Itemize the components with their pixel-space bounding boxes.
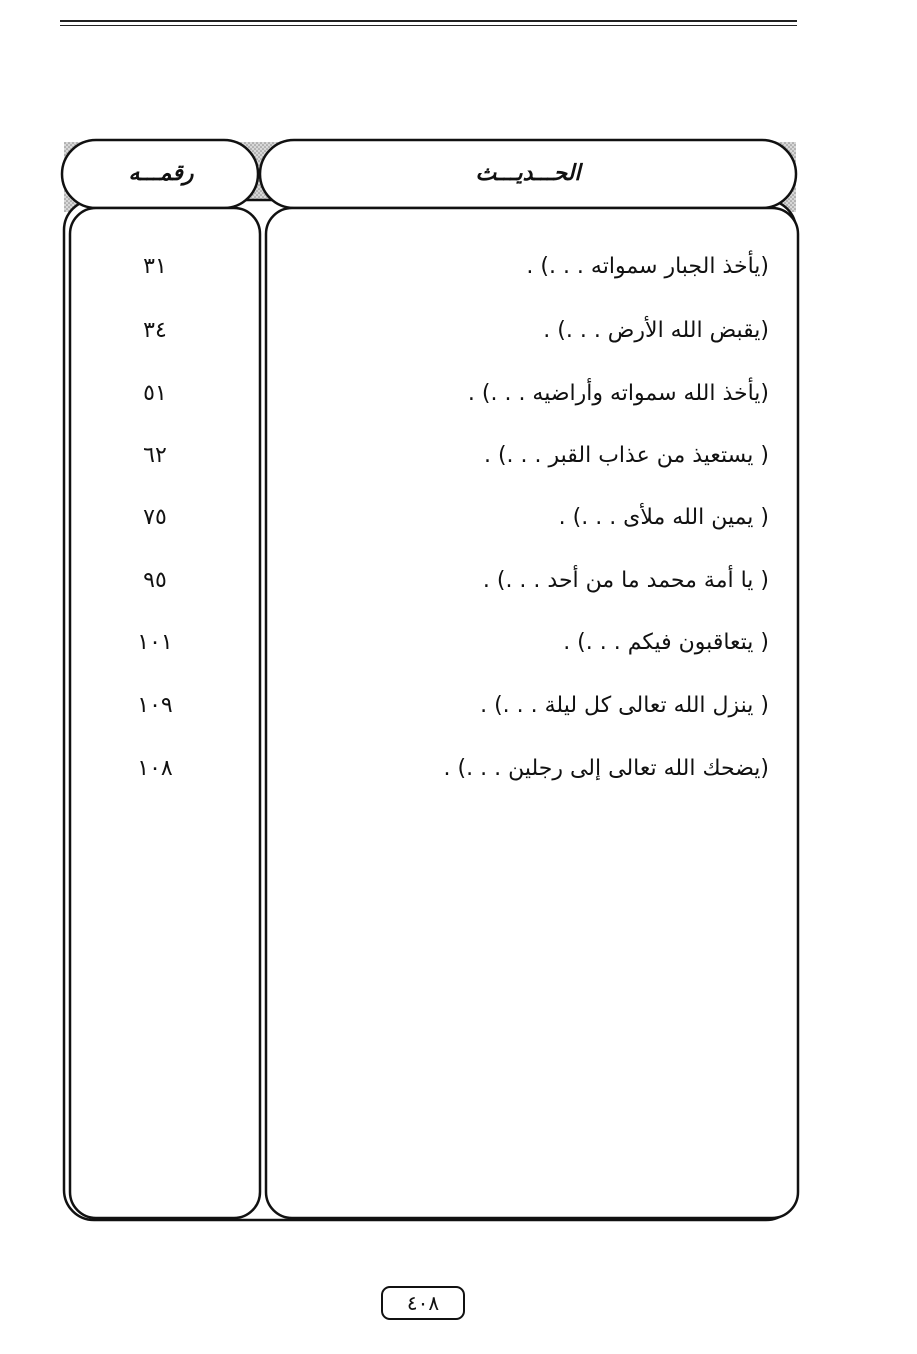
top-rule (60, 20, 797, 22)
table-row (0, 749, 917, 789)
table-border (60, 138, 800, 1223)
table-frame (60, 138, 800, 1223)
hadith-text: ( يمين الله ملأى . . .) . (558, 505, 769, 530)
page-number: ٤٠٨ (381, 1286, 465, 1320)
hadith-text: ( ينزل الله تعالى كل ليلة . . .) . (480, 693, 769, 718)
number-column-header: رقمـــه (128, 161, 194, 186)
hadith-text: (يضحك الله تعالى إلى رجلين . . .) . (443, 756, 769, 781)
hadith-number: ٣٤ (143, 318, 167, 343)
hadith-number: ٥١ (143, 381, 167, 406)
hadith-text: ( يستعيذ من عذاب القبر . . .) . (483, 443, 769, 468)
top-rule-thin (60, 25, 797, 26)
table-row (0, 686, 917, 726)
hadith-column-header: الحـــديـــث (475, 161, 581, 186)
table-row (0, 436, 917, 476)
hadith-text: (يقبض الله الأرض . . .) . (543, 318, 769, 343)
hadith-number: ٩٥ (143, 568, 167, 593)
table-row (0, 247, 917, 287)
hadith-text: (يأخذ الجبار سمواته . . .) . (526, 254, 769, 279)
hadith-text: ( يتعاقبون فيكم . . .) . (563, 630, 769, 655)
hadith-text: ( يا أمة محمد ما من أحد . . .) . (482, 568, 769, 593)
hadith-number: ١٠٩ (137, 693, 173, 718)
table-row (0, 374, 917, 414)
hadith-text: (يأخذ الله سمواته وأراضيه . . .) . (467, 381, 769, 406)
hadith-number: ٣١ (143, 254, 167, 279)
hadith-number: ٧٥ (143, 505, 167, 530)
table-row (0, 498, 917, 538)
hadith-number: ١٠٨ (137, 756, 173, 781)
hadith-number: ٦٢ (143, 443, 167, 468)
hadith-number: ١٠١ (137, 630, 173, 655)
table-row (0, 561, 917, 601)
table-row (0, 311, 917, 351)
table-row (0, 623, 917, 663)
